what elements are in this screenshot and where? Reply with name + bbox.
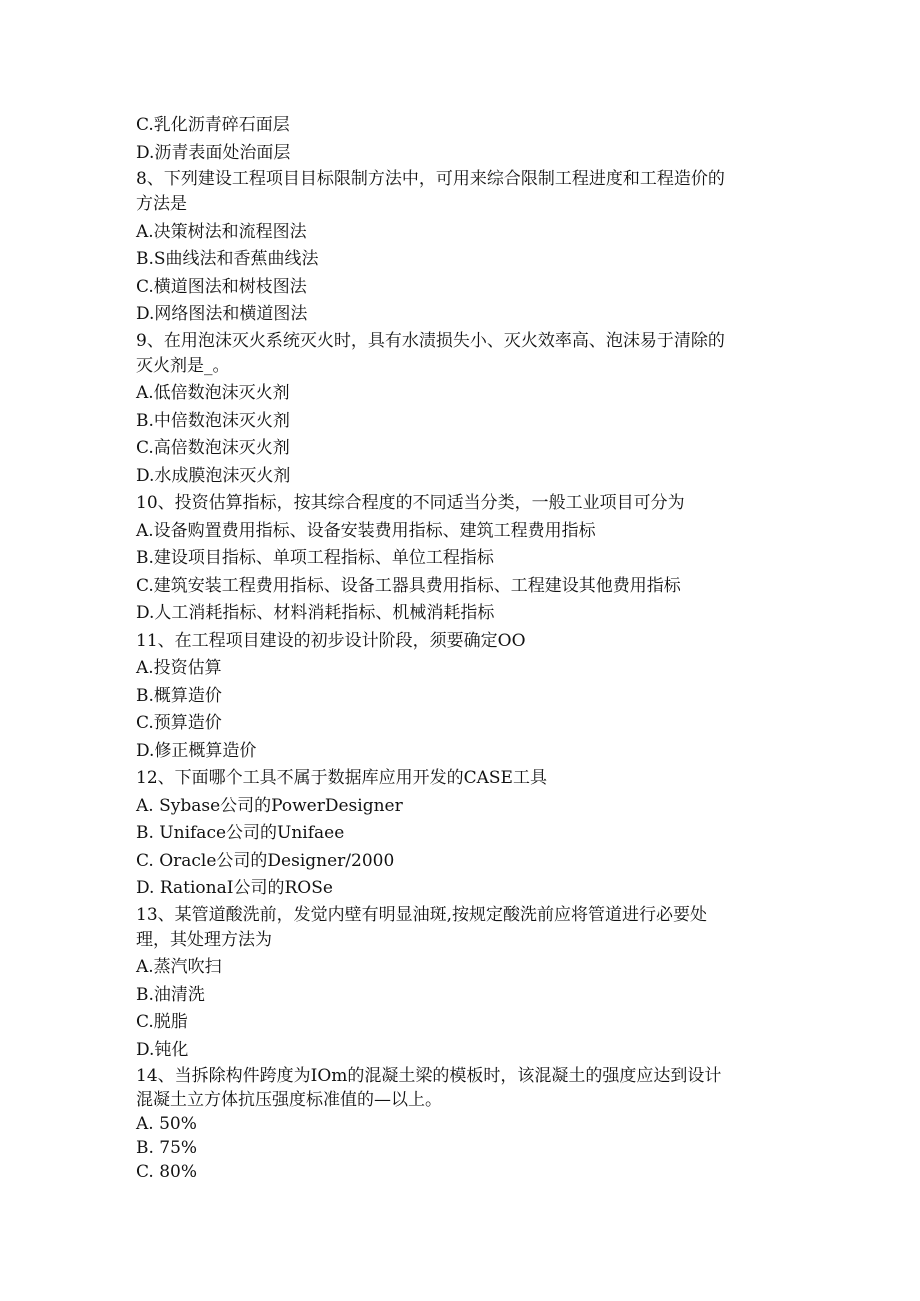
option-line: A.蒸汽吹扫: [136, 957, 222, 977]
option-line: C.脱脂: [136, 1012, 188, 1032]
option-line: B. Uniface公司的Unifaee: [136, 823, 345, 843]
option-line: B.S曲线法和香蕉曲线法: [136, 249, 319, 269]
question-line: 10、投资估算指标，按其综合程度的不同适当分类，一般工业项目可分为: [136, 493, 685, 513]
option-line: C.预算造价: [136, 713, 222, 733]
option-line: A.投资估算: [136, 658, 222, 678]
question-line: 9、在用泡沫灭火系统灭火时，具有水渍损失小、灭火效率高、泡沫易于清除的: [136, 330, 725, 351]
option-line: C.建筑安装工程费用指标、设备工器具费用指标、工程建设其他费用指标: [136, 575, 681, 596]
option-line: C.横道图法和树枝图法: [136, 276, 307, 297]
option-line: A.决策树法和流程图法: [136, 221, 307, 242]
question-line: 14、当拆除构件跨度为IOm的混凝土梁的模板时，该混凝土的强度应达到设计: [136, 1066, 722, 1086]
option-line: D.修正概算造价: [136, 740, 257, 761]
option-line: B.建设项目指标、单项工程指标、单位工程指标: [136, 548, 494, 568]
option-line: D.沥青表面处治面层: [136, 142, 291, 163]
option-line: A. 50%: [136, 1114, 197, 1134]
question-line: 11、在工程项目建设的初步设计阶段，须要确定OO: [136, 630, 526, 651]
question-line: 13、某管道酸洗前，发觉内壁有明显油斑,按规定酸洗前应将管道进行必要处: [136, 904, 708, 925]
document-page: [136, 112, 786, 1184]
option-line: D.钝化: [136, 1039, 189, 1060]
option-line: D.人工消耗指标、材料消耗指标、机械消耗指标: [136, 603, 495, 623]
option-line: A. Sybase公司的PowerDesigner: [136, 795, 403, 816]
option-line: B.油清洗: [136, 984, 205, 1005]
question-line: 8、下列建设工程项目目标限制方法中，可用来综合限制工程进度和工程造价的: [136, 169, 725, 189]
option-line: D.水成膜泡沫灭火剂: [136, 465, 291, 486]
option-line: B.概算造价: [136, 685, 222, 706]
option-line: C.高倍数泡沫灭火剂: [136, 438, 290, 458]
question-line: 12、下面哪个工具不属于数据库应用开发的CASE工具: [136, 768, 547, 788]
option-line: B. 75%: [136, 1138, 198, 1158]
question-line: 灭火剂是_。: [136, 355, 230, 376]
option-line: A.低倍数泡沫灭火剂: [136, 383, 290, 403]
option-line: D.网络图法和横道图法: [136, 304, 308, 324]
option-line: B.中倍数泡沫灭火剂: [136, 410, 290, 431]
option-line: C. 80%: [136, 1162, 197, 1182]
option-line: C.乳化沥青碎石面层: [136, 115, 290, 135]
question-line: 理，其处理方法为: [136, 929, 272, 950]
option-line: C. Oracle公司的Designer/2000: [136, 850, 395, 871]
question-line: 混凝土立方体抗压强度标准值的—以上。: [136, 1090, 442, 1110]
option-line: D. RationaI公司的ROSe: [136, 878, 333, 898]
question-line: 方法是: [136, 194, 187, 214]
option-line: A.设备购置费用指标、设备安装费用指标、建筑工程费用指标: [136, 520, 596, 541]
